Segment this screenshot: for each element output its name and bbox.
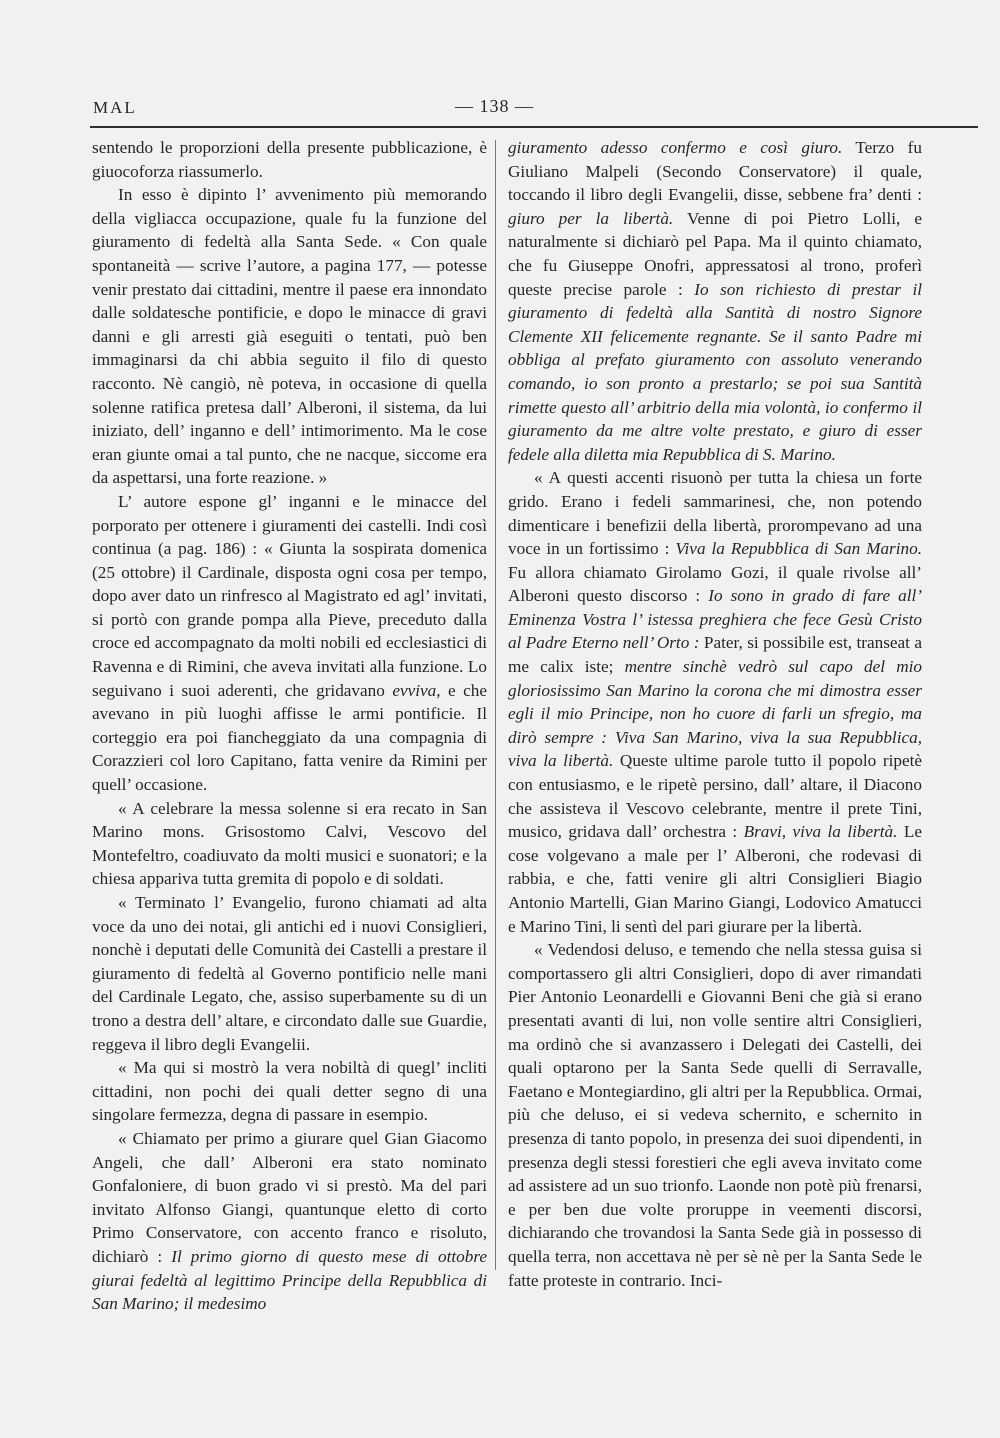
paragraph: L’ autore espone gl’ inganni e le minacce del porporato per ottenere i giuramenti dei castelli. Indi così continua (a pag. 186) : « Giunta la sospirata domenica (25 ottobre) il Cardinale, disposta ogni cosa per tempo, dopo aver dato un rinfresco al Magistrato ed agl’ invitati, si portò con grande pompa alla Pieve, preceduto dalla croce ed accompagnato da molti nobili ed ecclesiastici di Ravenna e di Rimini, che aveva invitati alla funzione. Lo seguivano i suoi aderenti, che gridavano evviva, e che avevano in più luoghi affisse le armi pontificie. Il corteggio era poi fiancheggiato da una compagnia di Corazzieri col loro Capitano, fatta venire da Rimini per quell’ occasione.: [92, 491, 487, 795]
paragraph: « Terminato l’ Evangelio, furono chiamati ad alta voce da uno dei notai, gli antichi ed i nuovi Consiglieri, nonchè i deputati delle Comunità dei Castelli a prestare il giuramento di fedeltà al Governo pontificio nelle mani del Cardinale Legato, che, assiso superbamente su di un trono a destra dell’ altare, e circondato dalle sue Guardie, reggeva il libro degli Evangelii.: [92, 893, 487, 1054]
paragraph: « Chiamato per primo a giurare quel Gian Giacomo Angeli, che dall’ Alberoni era stato nominato Gonfaloniere, di buon grado vi si prestò. Ma del pari invitato Alfonso Giangi, quantunque eletto di corto Primo Conservatore, con accento franco e risoluto, dichiarò : Il primo giorno di questo mese di ottobre giurai fedeltà al legittimo Principe della Repubblica di San Marino; il medesimo: [92, 1128, 488, 1314]
paragraph: « A questi accenti risuonò per tutta la chiesa un forte grido. Erano i fedeli sammarinesi, che, non potendo dimenticare i benefizii della libertà, prorompevano ad una voce in un fortissimo : Viva la Repubblica di San Marino. Fu allora chiamato Girolamo Gozi, il quale rivolse all’ Alberoni questo discorso : Io sono in grado di fare all’ Eminenza Vostra l’ istessa preghiera che fece Gesù Cristo al Padre Eterno nell’ Orto : Pater, si possibile est, transeat a me calix iste; mentre sinchè vedrò sul capo del mio gloriosissimo San Marino la corona che mi dimostra esser egli il mio Principe, non ho cuore di farli un sfregio, ma dirò sempre : Viva San Marino, viva la sua Repubblica, viva la libertà. Queste ultime parole tutto il popolo ripetè con entusiasmo, e le ripetè persino, dall’ altare, il Diacono che assisteva il Vescovo celebrante, mentre il prete Tini, musico, gridava dall’ orchestra : Bravi, viva la libertà. Le cose volgevano a male per l’ Alberoni, che rodevasi di rabbia, e che, fatti venire gli altri Consiglieri Biagio Antonio Martelli, Gian Marino Giangi, Lodovico Amatucci e Marino Tini, li sentì del pari giurare per la libertà.: [508, 468, 923, 936]
running-title: MAL: [93, 98, 137, 117]
paragraph: « A celebrare la messa solenne si era recato in San Marino mons. Grisostomo Calvi, Vescovo del Montefeltro, coadiuvato da molti musici e suonatori; e la chiesa appariva tutta gremita di popolo e di soldati.: [92, 798, 487, 889]
paragraph: « Ma qui si mostrò la vera nobiltà di quegl’ incliti cittadini, non pochi dei quali detter segno di una singolare fermezza, degna di passare in esempio.: [92, 1058, 487, 1125]
right-column: [508, 136, 922, 1292]
column-separator: [495, 140, 496, 1270]
paragraph: giuramento adesso confermo e così giuro. Terzo fu Giuliano Malpeli (Secondo Conservatore) il quale, toccando il libro degli Evangelii, disse, sebbene fra’ denti : giuro per la libertà. Venne di poi Pietro Lolli, e naturalmente si dichiarò pel Papa. Ma il quinto chiamato, che fu Giuseppe Onofri, appressatosi al trono, proferì queste precise parole : Io son richiesto di prestar il giuramento di fedeltà alla Santità di nostro Signore Clemente XII felicemente regnante. Se il santo Padre mi obbliga al prefato giuramento con assoluto venerando comando, io son pronto a prestarlo; se poi sua Santità rimette questo all’ arbitrio della mia volontà, io confermo il giuramento da me altre volte prestato, e giuro di esser fedele alla diletta mia Repubblica di S. Marino.: [508, 138, 923, 464]
paragraph: In esso è dipinto l’ avvenimento più memorando della vigliacca occupazione, quale fu la funzione del giuramento di fedeltà alla Santa Sede. « Con quale spontaneità — scrive l’autore, a pagina 177, — potesse venir prestato dai cittadini, mentre il paese era innondato dalle soldatesche pontificie, e dopo le minacce di gravi danni e gli arresti già eseguiti o tentati, può ben immaginarsi da chi abbia seguito il filo di questo racconto. Nè cangiò, nè poteva, in occasione di quella solenne ratifica pretesa dall’ Alberoni, il sistema, da lui iniziato, dell’ inganno e dell’ intimorimento. Ma le cose eran giunte omai a tal punto, che ne nacque, siccome era da aspettarsi, una forte reazione. »: [92, 185, 487, 488]
header-rule: [90, 126, 978, 128]
paragraph: « Vedendosi deluso, e temendo che nella stessa guisa si comportassero gli altri Consiglieri, dopo di aver rimandati Pier Antonio Leonardelli e Giovanni Beni che già si erano presentati avanti di lui, non volle sentire altri Consiglieri, ma ordinò che si avanzassero i Delegati dei Castelli, dei quali optarono per la Santa Sede quelli di Serravalle, Faetano e Montegiardino, gli altri per la Repubblica. Ormai, più che deluso, ei si vedeva schernito, e schernito in presenza di tanto popolo, in presenza dei suoi dipendenti, in presenza degli stessi forestieri che egli aveva invitato come ad assistere ad un suo trionfo. Laonde non potè più frenarsi, e per ben due volte proruppe in veementi discorsi, dichiarando che trovandosi la Santa Sede già in possesso di quella terra, non accettava nè per sè nè per la Santa Sede le fatte proteste in contrario. Inci-: [508, 940, 922, 1290]
paragraph: sentendo le proporzioni della presente pubblicazione, è giuocoforza riassumerlo.: [92, 138, 487, 181]
page-number: — 138 —: [455, 96, 534, 116]
left-column: [92, 136, 487, 1316]
